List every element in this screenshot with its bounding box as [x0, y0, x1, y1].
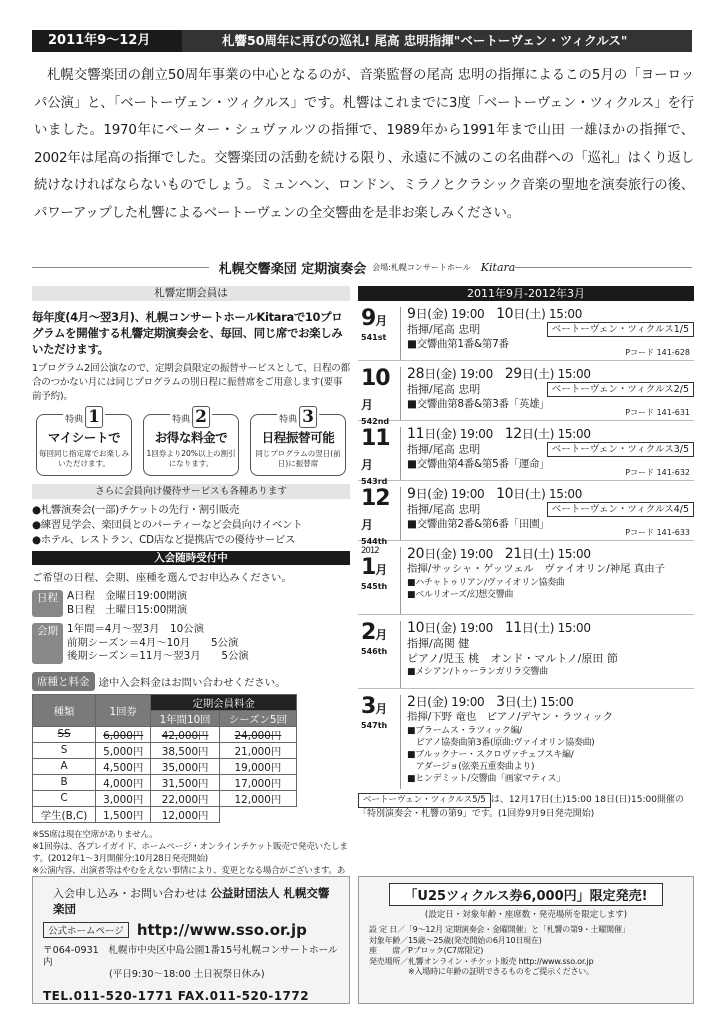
perk-sub: 1回券より20%以上の割引になります。 — [146, 449, 236, 468]
top-header — [32, 30, 692, 52]
u25-sub: (設定日・対象年齢・座席数・発売場所を限定します) — [424, 910, 628, 920]
concert-item — [358, 301, 694, 361]
section-title — [32, 257, 692, 277]
u25-details: 設 定 日／「9〜12月 定期演奏会・金曜開催」と「札響の第9・土曜開催」 対象年齢／15歳〜25歳(発売開始の6月10日現在) 座 席／Pブロック(C7席限定) 発売場所／札響オンライン・チケット販売 http://www.sso.or.jp ※入場時に年齢の証明できるものをご提示ください。 — [369, 925, 630, 976]
p-code: Pコード 141-628 — [625, 348, 690, 357]
concert-dates: 20日(金) 19:00 21日(土) 15:00 — [407, 546, 591, 562]
url-line — [43, 921, 339, 939]
apply-text: ご希望の日程、会期、座種を選んでお申込みください。 — [32, 572, 292, 584]
cycle-note-text: は、12月17日(土)15:00 18日(日)15:00開催の「特別演奏会・札響の第9」です。(1回券9月9日発売開始) — [358, 795, 684, 819]
concert-month: 2月 546th — [361, 620, 388, 656]
extra-heading: さらに会員向け優待サービスも各種あります — [32, 484, 350, 499]
table-row: C 3,000円 22,000円 12,000円 — [33, 790, 297, 806]
col-header: シーズン5回 — [219, 710, 296, 726]
perk-sub: 同じプログラムの翌日(前日)に振替席 — [255, 449, 341, 468]
concert-month: 10月 542nd — [361, 366, 390, 426]
season-row: 後期シーズン＝11月〜翌3月 5公演 — [67, 650, 249, 662]
season-row: 前期シーズン＝4月〜10月 5公演 — [67, 636, 239, 649]
p-code: Pコード 141-631 — [625, 408, 690, 417]
conductor: 指揮/サッシャ・ゲッツェル ヴァイオリン/神尾 真由子 — [407, 563, 666, 575]
note-item: ※SS席は現在空席がありません。 — [32, 829, 158, 840]
membership-heading: 札響定期会員は — [32, 286, 350, 301]
program: ■ヒンデミット/交響曲「画家マティス」 — [407, 774, 565, 784]
program: ■交響曲第4番&第5番「運命」 — [407, 458, 550, 470]
concert-month: 9月 541st — [361, 306, 387, 342]
concert-item — [358, 481, 694, 546]
contact-box — [32, 876, 350, 1004]
program: ■交響曲第2番&第6番「田園」 — [407, 518, 550, 530]
extra-item: ●ホテル、レストラン、CD店など提携店での優待サービス — [32, 534, 296, 546]
schedule-tag: 日程 — [32, 590, 63, 617]
concert-dates: 28日(金) 19:00 29日(土) 15:00 — [407, 366, 591, 382]
section-title-text: 札幌交響楽団 定期演奏会 — [218, 261, 367, 277]
soloists: ピアノ/児玉 桃 オンド・マルトノ/原田 節 — [407, 652, 618, 665]
perk-label: 特典 2 — [170, 407, 212, 427]
concert-item — [358, 615, 694, 689]
perk-card — [143, 407, 239, 476]
conductor: 指揮/下野 竜也 ピアノ/デヤン・ラツィック — [407, 711, 614, 723]
homepage-link[interactable]: http://www.sso.or.jp — [136, 921, 307, 939]
extra-item: ●練習見学会、楽団員とのパーティーなど会員向けイベント — [32, 519, 303, 531]
concert-month: 2012 1月 545th — [361, 546, 388, 591]
season-row: 1年間＝4月〜翌3月 10公演 — [67, 623, 204, 635]
u25-box — [358, 876, 694, 1004]
concert-item — [358, 361, 694, 426]
extra-list — [32, 503, 350, 548]
perk-main: お得な料金で — [154, 430, 228, 445]
inquiry-line: 入会申し込み・お問い合わせは 公益財団法人 札幌交響楽団 — [53, 886, 330, 916]
concert-item — [358, 541, 694, 615]
note-item: ※1回券は、各プレイガイド、ホームページ・オンラインチケット販売で発売いたします。(2012年1〜3月開催分:10月28日発売開始) — [32, 841, 348, 864]
concert-item — [358, 689, 694, 789]
address: 〒064-0931 札幌市中央区中島公園1番15号札幌コンサートホール内 — [43, 945, 338, 968]
calendar-panel — [358, 286, 694, 820]
season-block — [32, 623, 350, 664]
membership-note: 1プログラム2回公演なので、定期会員限定の振替サービスとして、日程の都合のつかない月には同じプログラムの別日程に振替席をご用意します(要事前予約)。 — [32, 363, 350, 402]
program: ■ハチャトゥリアン/ヴァイオリン協奏曲 — [407, 578, 565, 588]
perk-card — [36, 407, 132, 476]
concert-dates: 9日(金) 19:00 10日(土) 15:00 — [407, 486, 583, 502]
header-title: 札響50周年に再びの巡礼! 尾高 忠明指揮"ベートーヴェン・ツィクルス" — [222, 33, 628, 48]
p-code: Pコード 141-633 — [625, 528, 690, 537]
intro-paragraph: 札幌交響楽団の創立50周年事業の中心となるのが、音楽監督の尾高 忠明の指揮によるこの5月の「ヨーロッパ公演」と、「ベートーヴェン・ツィクルス」です。札響はこれまでに3度「ベートーヴェン・ツィクルス」を行いました。1970年にペーター・シュヴァルツの指揮で、1989年から1991年まで山田 一雄ほかの指揮で、2002年は尾高の指揮でした。交響楽団の活動を続ける限り、永遠に不滅のこの名曲群への「巡礼」はくり返し続けなければならないものでしょう。ミュンヘン、ロンドン、ミラノとクラシック音楽の聖地を演奏旅行の後、パワーアップした札響によるベートーヴェンの全交響曲を是非お楽しみください。 — [34, 68, 694, 221]
note-item: ※公演内容、出演者等はやむをえない事情により、変更となる場合がございます。あ — [32, 865, 346, 876]
series-badge: ベートーヴェン・ツィクルス2/5 — [547, 382, 694, 397]
program: ■ブルックナー・スクロヴァチェフスキ編/ — [407, 750, 574, 760]
table-row: A 4,500円 35,000円 19,000円 — [33, 758, 297, 774]
extra-item: ●札響演奏会(一部)チケットの先行・割引販売 — [32, 504, 240, 516]
concert-month: 12月 544th — [361, 486, 390, 546]
hp-tag: 公式ホームページ — [43, 922, 129, 938]
program: ピアノ協奏曲第3番(原曲:ヴァイオリン協奏曲) — [407, 738, 595, 748]
concert-dates: 9日(金) 19:00 10日(土) 15:00 — [407, 306, 583, 322]
table-row: B 4,000円 31,500円 17,000円 — [33, 774, 297, 790]
price-heading — [32, 672, 350, 691]
price-tag: 席種と料金 — [32, 672, 95, 691]
conductor: 指揮/尾高 忠明 — [407, 443, 481, 456]
program: ■ブラームス・ラツィック編/ — [407, 726, 522, 736]
concert-dates: 11日(金) 19:00 12日(土) 15:00 — [407, 426, 591, 442]
membership-panel — [32, 286, 350, 889]
apply-heading: 入会随時受付中 — [32, 551, 350, 565]
schedule-row: A日程 金曜日19:00開演 — [67, 590, 188, 602]
perk-main: 日程振替可能 — [261, 430, 335, 445]
season-tag: 会期 — [32, 623, 63, 664]
calendar-heading: 2011年9月-2012年3月 — [358, 286, 694, 301]
schedule-row: B日程 土曜日15:00開演 — [67, 603, 188, 616]
conductor: 指揮/尾高 忠明 — [407, 383, 481, 396]
series-badge: ベートーヴェン・ツィクルス5/5 — [358, 793, 491, 808]
phone-fax: TEL.011-520-1771 FAX.011-520-1772 — [43, 989, 310, 1003]
perk-card — [250, 407, 346, 476]
series-badge: ベートーヴェン・ツィクルス1/5 — [547, 322, 694, 337]
perk-main: マイシートで — [47, 430, 121, 445]
col-header: 種類 — [33, 694, 96, 726]
table-row: SS 6,000円 42,000円 24,000円 — [33, 726, 297, 742]
table-row: S 5,000円 38,500円 21,000円 — [33, 742, 297, 758]
kitara-logo: Kitara — [480, 260, 516, 274]
series-badge: ベートーヴェン・ツィクルス3/5 — [547, 442, 694, 457]
venue-label: 会場:札幌コンサートホール — [372, 262, 471, 272]
col-header: 1回券 — [96, 694, 151, 726]
concert-dates: 2日(金) 19:00 3日(土) 15:00 — [407, 694, 574, 710]
series-badge: ベートーヴェン・ツィクルス4/5 — [547, 502, 694, 517]
program: ■ベルリオーズ/幻想交響曲 — [407, 590, 514, 600]
table-row: 学生(B,C) 1,500円 12,000円 — [33, 806, 297, 822]
col-header: 定期会員料金 — [151, 694, 297, 710]
concert-item — [358, 421, 694, 486]
perk-label: 特典 3 — [277, 407, 319, 427]
program: ■メシアン/トゥーランガリラ交響曲 — [407, 667, 548, 677]
u25-title: 「U25ツィクルス券6,000円」限定発売! — [389, 883, 663, 906]
cycle-note — [358, 793, 694, 820]
program: アダージョ(弦楽五重奏曲より) — [407, 762, 535, 772]
perk-sub: 毎回同じ指定席でお楽しみいただけます。 — [39, 449, 129, 468]
price-table — [32, 694, 297, 823]
p-code: Pコード 141-632 — [625, 468, 690, 477]
concert-month: 11月 543rd — [361, 426, 390, 486]
col-header: 1年間10回 — [151, 710, 220, 726]
conductor: 指揮/尾高 忠明 — [407, 323, 481, 336]
schedule-block — [32, 590, 350, 617]
program: ■交響曲第8番&第3番「英雄」 — [407, 398, 550, 410]
divider — [515, 267, 692, 268]
conductor: 指揮/高関 健 — [407, 637, 470, 650]
concert-month: 3月 547th — [361, 694, 388, 730]
header-date: 2011年9〜12月 — [32, 30, 182, 52]
concert-dates: 10日(金) 19:00 11日(土) 15:00 — [407, 620, 591, 636]
office-hours: (平日9:30〜18:00 土日祝祭日休み) — [109, 969, 265, 980]
conductor: 指揮/尾高 忠明 — [407, 503, 481, 516]
program: ■交響曲第1番&第7番 — [407, 338, 509, 350]
divider — [32, 267, 209, 268]
price-note: 途中入会料金はお問い合わせください。 — [98, 676, 286, 689]
membership-lead: 毎年度(4月〜翌3月)、札幌コンサートホールKitaraで10プログラムを開催する札響定期演奏会を、毎回、同じ席でお楽しみいただけます。 — [32, 310, 343, 356]
perk-list — [36, 407, 346, 476]
perk-label: 特典 1 — [63, 407, 105, 427]
